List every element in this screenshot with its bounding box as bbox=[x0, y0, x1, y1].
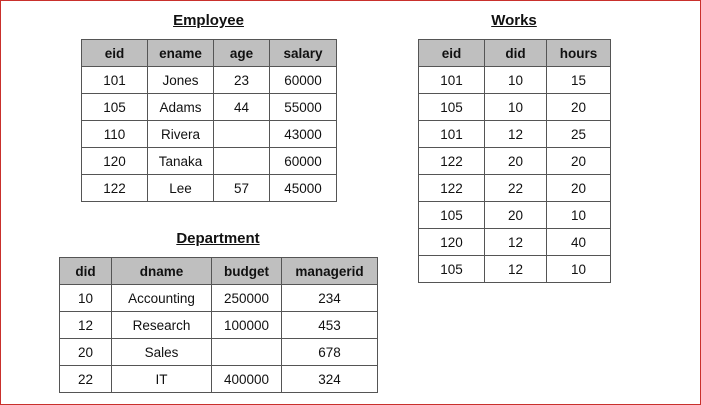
department-cell-budget bbox=[212, 339, 282, 366]
department-cell-managerid: 234 bbox=[282, 285, 378, 312]
works-table-row bbox=[419, 67, 611, 94]
works-table-row bbox=[419, 229, 611, 256]
department-cell-budget: 100000 bbox=[212, 312, 282, 339]
department-column-header: did bbox=[60, 258, 112, 285]
works-table bbox=[418, 39, 611, 283]
department-title: Department bbox=[176, 230, 260, 247]
employee-cell-salary: 60000 bbox=[270, 148, 337, 175]
works-table-row bbox=[419, 121, 611, 148]
works-title: Works bbox=[491, 12, 537, 29]
department-cell-managerid: 678 bbox=[282, 339, 378, 366]
employee-table-row bbox=[82, 148, 337, 175]
employee-cell-eid: 110 bbox=[82, 121, 148, 148]
works-cell-eid: 101 bbox=[419, 121, 485, 148]
employee-column-header: salary bbox=[270, 40, 337, 67]
department-cell-did: 10 bbox=[60, 285, 112, 312]
department-cell-managerid: 453 bbox=[282, 312, 378, 339]
department-cell-dname: IT bbox=[112, 366, 212, 393]
employee-column-header: age bbox=[214, 40, 270, 67]
works-table-row bbox=[419, 148, 611, 175]
works-cell-eid: 101 bbox=[419, 67, 485, 94]
employee-cell-ename: Rivera bbox=[148, 121, 214, 148]
department-table-block bbox=[59, 257, 378, 393]
employee-header-row bbox=[82, 40, 337, 67]
employee-cell-ename: Adams bbox=[148, 94, 214, 121]
works-cell-hours: 20 bbox=[547, 175, 611, 202]
works-table-row bbox=[419, 175, 611, 202]
employee-table-row bbox=[82, 67, 337, 94]
works-cell-eid: 122 bbox=[419, 175, 485, 202]
works-cell-hours: 20 bbox=[547, 148, 611, 175]
employee-column-header: ename bbox=[148, 40, 214, 67]
works-cell-did: 12 bbox=[485, 121, 547, 148]
employee-title: Employee bbox=[173, 12, 244, 29]
department-cell-dname: Research bbox=[112, 312, 212, 339]
works-cell-hours: 40 bbox=[547, 229, 611, 256]
employee-cell-salary: 55000 bbox=[270, 94, 337, 121]
works-column-header: hours bbox=[547, 40, 611, 67]
works-header-row bbox=[419, 40, 611, 67]
employee-table-block bbox=[81, 39, 337, 202]
works-cell-hours: 10 bbox=[547, 202, 611, 229]
employee-cell-ename: Jones bbox=[148, 67, 214, 94]
works-cell-did: 10 bbox=[485, 94, 547, 121]
department-column-header: managerid bbox=[282, 258, 378, 285]
department-cell-dname: Accounting bbox=[112, 285, 212, 312]
works-cell-eid: 122 bbox=[419, 148, 485, 175]
employee-table-row bbox=[82, 94, 337, 121]
employee-cell-age: 23 bbox=[214, 67, 270, 94]
works-cell-did: 20 bbox=[485, 202, 547, 229]
employee-cell-eid: 101 bbox=[82, 67, 148, 94]
department-table-row bbox=[60, 312, 378, 339]
department-header-row bbox=[60, 258, 378, 285]
employee-cell-salary: 43000 bbox=[270, 121, 337, 148]
employee-cell-ename: Lee bbox=[148, 175, 214, 202]
employee-table bbox=[81, 39, 337, 202]
department-table bbox=[59, 257, 378, 393]
department-cell-dname: Sales bbox=[112, 339, 212, 366]
department-cell-did: 20 bbox=[60, 339, 112, 366]
works-cell-hours: 20 bbox=[547, 94, 611, 121]
employee-cell-age: 57 bbox=[214, 175, 270, 202]
works-column-header: did bbox=[485, 40, 547, 67]
employee-table-row bbox=[82, 175, 337, 202]
employee-column-header: eid bbox=[82, 40, 148, 67]
works-table-row bbox=[419, 256, 611, 283]
works-cell-did: 22 bbox=[485, 175, 547, 202]
works-column-header: eid bbox=[419, 40, 485, 67]
department-cell-budget: 400000 bbox=[212, 366, 282, 393]
department-cell-budget: 250000 bbox=[212, 285, 282, 312]
works-cell-eid: 120 bbox=[419, 229, 485, 256]
department-table-row bbox=[60, 366, 378, 393]
works-cell-eid: 105 bbox=[419, 94, 485, 121]
works-cell-did: 12 bbox=[485, 229, 547, 256]
employee-table-row bbox=[82, 121, 337, 148]
works-cell-did: 12 bbox=[485, 256, 547, 283]
employee-cell-salary: 45000 bbox=[270, 175, 337, 202]
department-table-row bbox=[60, 285, 378, 312]
works-cell-eid: 105 bbox=[419, 202, 485, 229]
works-cell-did: 10 bbox=[485, 67, 547, 94]
department-cell-managerid: 324 bbox=[282, 366, 378, 393]
works-cell-hours: 10 bbox=[547, 256, 611, 283]
works-table-row bbox=[419, 94, 611, 121]
works-cell-eid: 105 bbox=[419, 256, 485, 283]
department-cell-did: 12 bbox=[60, 312, 112, 339]
employee-cell-age bbox=[214, 121, 270, 148]
works-cell-hours: 25 bbox=[547, 121, 611, 148]
department-column-header: budget bbox=[212, 258, 282, 285]
works-table-block bbox=[418, 39, 611, 283]
department-cell-did: 22 bbox=[60, 366, 112, 393]
works-cell-did: 20 bbox=[485, 148, 547, 175]
employee-cell-age: 44 bbox=[214, 94, 270, 121]
employee-cell-age bbox=[214, 148, 270, 175]
employee-cell-eid: 105 bbox=[82, 94, 148, 121]
employee-cell-salary: 60000 bbox=[270, 67, 337, 94]
employee-cell-eid: 122 bbox=[82, 175, 148, 202]
employee-cell-ename: Tanaka bbox=[148, 148, 214, 175]
department-column-header: dname bbox=[112, 258, 212, 285]
employee-cell-eid: 120 bbox=[82, 148, 148, 175]
department-table-row bbox=[60, 339, 378, 366]
works-table-row bbox=[419, 202, 611, 229]
works-cell-hours: 15 bbox=[547, 67, 611, 94]
